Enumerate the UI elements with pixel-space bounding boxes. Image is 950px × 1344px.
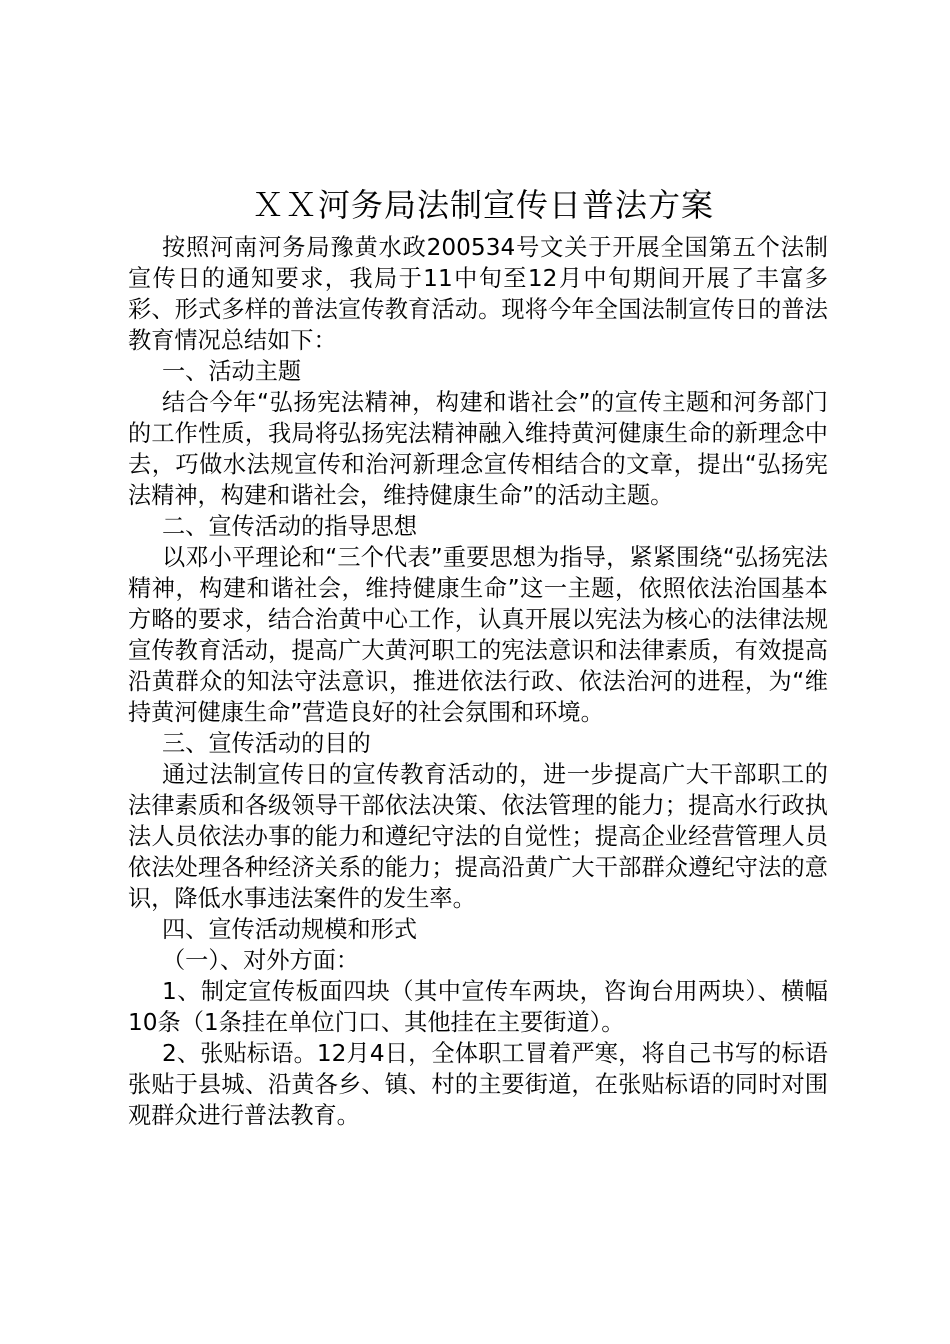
- purpose-paragraph: 通过法制宣传日的宣传教育活动的，进一步提高广大干部职工的法律素质和各级领导干部依法决策、依法管理的能力；提高水行政执法人员依法办事的能力和遵纪守法的自觉性；提高企业经营管理人员依法处理各种经济关系的能力；提高沿黄广大干部群众遵纪守法的意识，降低水事违法案件的发生率。: [128, 761, 828, 912]
- list-item-slogans: 2、张贴标语。12月4日，全体职工冒着严寒，将自己书写的标语张贴于县城、沿黄各乡、镇、村的主要街道，在张贴标语的同时对围观群众进行普法教育。: [128, 1040, 828, 1129]
- list-item-boards-banners: 1、制定宣传板面四块（其中宣传车两块，咨询台用两块）、横幅10条（1条挂在单位门口、其他挂在主要街道）。: [128, 978, 828, 1036]
- subsection-heading-external: （一）、对外方面：: [162, 947, 360, 974]
- theme-paragraph: 结合今年“弘扬宪法精神，构建和谐社会”的宣传主题和河务部门的工作性质，我局将弘扬宪法精神融入维持黄河健康生命的新理念中去，巧做水法规宣传和治河新理念宣传相结合的文章，提出“弘扬宪法精神，构建和谐社会，维持健康生命”的活动主题。: [128, 389, 828, 509]
- document-title: ＸＸ河务局法制宣传日普法方案: [251, 186, 714, 224]
- intro-paragraph: 按照河南河务局豫黄水政200534号文关于开展全国第五个法制宣传日的通知要求，我局于11中旬至12月中旬期间开展了丰富多彩、形式多样的普法宣传教育活动。现将今年全国法制宣传日的普法教育情况总结如下：: [128, 234, 828, 354]
- section-heading-guiding-thought: 二、宣传活动的指导思想: [162, 513, 418, 540]
- guiding-thought-paragraph: 以邓小平理论和“三个代表”重要思想为指导，紧紧围绕“弘扬宪法精神，构建和谐社会，维持健康生命”这一主题，依照依法治国基本方略的要求，结合治黄中心工作，认真开展以宪法为核心的法律法规宣传教育活动，提高广大黄河职工的宪法意识和法律素质，有效提高沿黄群众的知法守法意识，推进依法行政、依法治河的进程，为“维持黄河健康生命”营造良好的社会氛围和环境。: [128, 544, 828, 726]
- document-body: [128, 232, 828, 1131]
- section-heading-theme: 一、活动主题: [162, 358, 302, 385]
- section-heading-scale-and-form: 四、宣传活动规模和形式: [162, 916, 418, 943]
- section-heading-purpose: 三、宣传活动的目的: [162, 730, 371, 757]
